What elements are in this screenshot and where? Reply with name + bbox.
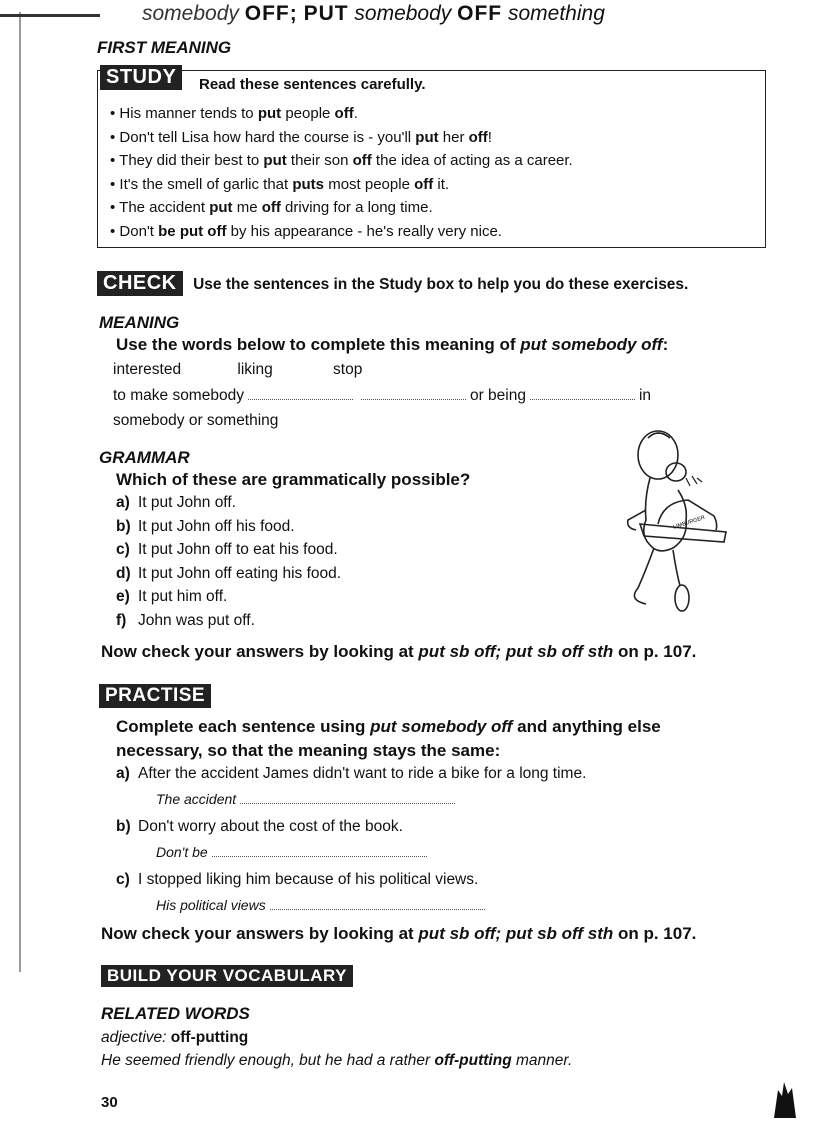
header-cut-text: somebody — [142, 2, 239, 25]
practise-item — [116, 818, 403, 836]
grammar-option — [116, 565, 341, 583]
item-starter-line — [156, 897, 489, 913]
study-keyword: off — [334, 105, 354, 122]
study-sentence — [110, 173, 573, 197]
study-text: Don't — [119, 222, 159, 240]
study-text: their son — [286, 152, 353, 170]
option-letter: c) — [116, 541, 130, 558]
study-sentence — [110, 220, 573, 244]
study-text: It's the smell of garlic that — [119, 175, 293, 193]
practise-answers-a: Now check your answers by looking at — [101, 924, 419, 943]
example-b: off-putting — [434, 1052, 512, 1069]
study-sentence — [110, 196, 573, 220]
header-something: something — [507, 2, 605, 25]
answer-blank[interactable] — [212, 855, 427, 857]
meaning-line-1b: or being — [469, 387, 526, 404]
study-keyword: put — [209, 199, 233, 217]
study-sentence — [110, 149, 573, 173]
page-header — [142, 2, 605, 26]
study-keyword: put — [263, 152, 287, 170]
option-letter: a) — [116, 494, 130, 511]
study-sentences — [110, 102, 573, 244]
corner-thumb-mark — [770, 1078, 800, 1118]
practise-instruction-2: necessary, so that the meaning stays the same: — [116, 741, 501, 760]
option-letter: f) — [116, 611, 127, 629]
vocab-header — [101, 965, 353, 987]
adjective-word: off-putting — [170, 1029, 249, 1046]
item-letter: b) — [116, 818, 131, 835]
check-answers-note — [101, 642, 696, 662]
study-text: the idea of acting as a career. — [371, 152, 573, 170]
meaning-instruction — [116, 335, 668, 355]
study-keyword: off — [468, 128, 488, 146]
option-text: It put John off eating his food. — [138, 564, 342, 582]
blank-2[interactable] — [361, 398, 466, 400]
study-keyword: off — [261, 199, 281, 217]
grammar-title: GRAMMAR — [99, 448, 190, 467]
option-text: It put John off. — [138, 494, 236, 511]
study-text: Don't tell Lisa how hard the course is - you'll — [119, 128, 416, 146]
study-intro: Read these sentences carefully. — [199, 76, 426, 93]
study-sentence — [110, 126, 573, 150]
vocab-label: BUILD YOUR VOCABULARY — [101, 965, 353, 987]
item-text: I stopped liking him because of his political views. — [138, 871, 479, 888]
practise-answers-note — [101, 924, 696, 944]
option-text: It put John off to eat his food. — [138, 541, 338, 558]
page-number: 30 — [101, 1094, 118, 1111]
practise-label: PRACTISE — [99, 684, 211, 708]
option-letter: b) — [116, 517, 131, 535]
grammar-option — [116, 494, 236, 512]
study-text: people — [281, 105, 335, 122]
study-keyword: put — [415, 128, 439, 146]
word-list — [113, 361, 362, 379]
item-starter-line — [156, 791, 459, 807]
item-letter: c) — [116, 871, 130, 888]
study-keyword: off — [352, 152, 372, 170]
study-text: most people — [324, 175, 415, 193]
study-keyword: put — [257, 105, 282, 122]
item-starter-line — [156, 844, 431, 860]
study-text: me — [232, 199, 262, 217]
item-text: Don't worry about the cost of the book. — [138, 818, 403, 835]
study-text: driving for a long time. — [280, 199, 433, 217]
check-intro: Use the sentences in the Study box to help you do these exercises. — [193, 276, 689, 293]
item-letter: a) — [116, 765, 130, 782]
study-sentence — [110, 102, 573, 126]
check-label: CHECK — [97, 271, 183, 296]
first-meaning-title: FIRST MEANING — [97, 38, 232, 57]
grammar-option — [116, 541, 338, 559]
meaning-line-1 — [113, 387, 651, 405]
practise-answers-ref: put sb off; put sb off sth — [418, 924, 614, 943]
study-keyword: puts — [292, 175, 325, 193]
blank-3[interactable] — [530, 398, 635, 400]
option-text: It put him off. — [138, 588, 228, 605]
word-interested: interested — [113, 361, 182, 378]
related-words-title: RELATED WORDS — [101, 1004, 250, 1023]
grammar-question: Which of these are grammatically possible? — [116, 470, 471, 489]
study-text: His manner tends to — [119, 105, 258, 122]
practise-item — [116, 765, 586, 783]
practise-instr-a: Complete each sentence using — [116, 717, 371, 736]
margin-line — [19, 12, 21, 972]
study-box — [97, 66, 766, 248]
option-text: John was put off. — [138, 611, 255, 629]
example-a: He seemed friendly enough, but he had a rather — [101, 1052, 435, 1069]
study-text: by his appearance - he's really very nice. — [226, 222, 502, 240]
study-keyword: be put off — [158, 222, 227, 240]
word-stop: stop — [333, 361, 363, 378]
check-answers-ref: put sb off; put sb off sth — [418, 642, 614, 661]
meaning-instr-colon: : — [662, 335, 669, 354]
word-liking: liking — [237, 361, 273, 378]
study-text: her — [438, 128, 469, 146]
check-header — [97, 271, 688, 296]
meaning-instr-phrase: put somebody off — [520, 335, 663, 354]
meaning-instr-text: Use the words below to complete this meaning of — [116, 335, 521, 354]
practise-answers-page: on p. 107. — [613, 924, 697, 943]
practise-instruction-1 — [116, 717, 661, 737]
study-text: ! — [487, 128, 492, 146]
meaning-line-1c: in — [638, 387, 652, 404]
study-text: The accident — [119, 199, 210, 217]
study-text: . — [353, 105, 358, 122]
practise-header — [99, 684, 211, 708]
practise-item — [116, 871, 478, 889]
adjective-label: adjective: — [101, 1029, 167, 1046]
grammar-option — [116, 518, 295, 536]
header-off-2: OFF — [457, 2, 503, 25]
study-text: They did their best to — [119, 152, 264, 170]
example-c: manner. — [511, 1052, 573, 1069]
illus-cake-label: LIMBURGER — [672, 514, 706, 531]
option-letter: d) — [116, 564, 131, 582]
study-text: it. — [433, 175, 450, 193]
grammar-option — [116, 612, 255, 630]
check-answers-page: on p. 107. — [613, 642, 697, 661]
study-keyword: off — [414, 175, 434, 193]
man-with-cake-illustration — [618, 420, 758, 620]
practise-instr-b: and anything else — [512, 717, 661, 736]
answer-blank[interactable] — [270, 908, 485, 910]
header-somebody: somebody — [354, 2, 452, 25]
option-text: It put John off his food. — [138, 517, 295, 535]
blank-1[interactable] — [248, 398, 353, 400]
practise-instr-phrase: put somebody off — [370, 717, 513, 736]
header-put: PUT — [303, 2, 349, 25]
meaning-title: MEANING — [99, 313, 180, 332]
item-text: After the accident James didn't want to ride a bike for a long time. — [138, 765, 587, 782]
item-starter: Don't be — [156, 844, 208, 860]
item-starter: His political views — [156, 897, 266, 913]
answer-blank[interactable] — [240, 802, 455, 804]
study-label: STUDY — [100, 65, 182, 90]
illus-head — [638, 431, 678, 479]
illus-shoe — [675, 585, 689, 611]
adjective-line — [101, 1029, 248, 1047]
top-rule — [0, 14, 100, 17]
meaning-line-2: somebody or something — [113, 412, 279, 429]
header-off: OFF; — [244, 2, 298, 25]
example-sentence — [101, 1052, 572, 1070]
grammar-option — [116, 588, 227, 606]
option-letter: e) — [116, 588, 130, 605]
check-answers-a: Now check your answers by looking at — [101, 642, 419, 661]
meaning-line-1a: to make somebody — [113, 387, 244, 404]
item-starter: The accident — [156, 791, 237, 807]
